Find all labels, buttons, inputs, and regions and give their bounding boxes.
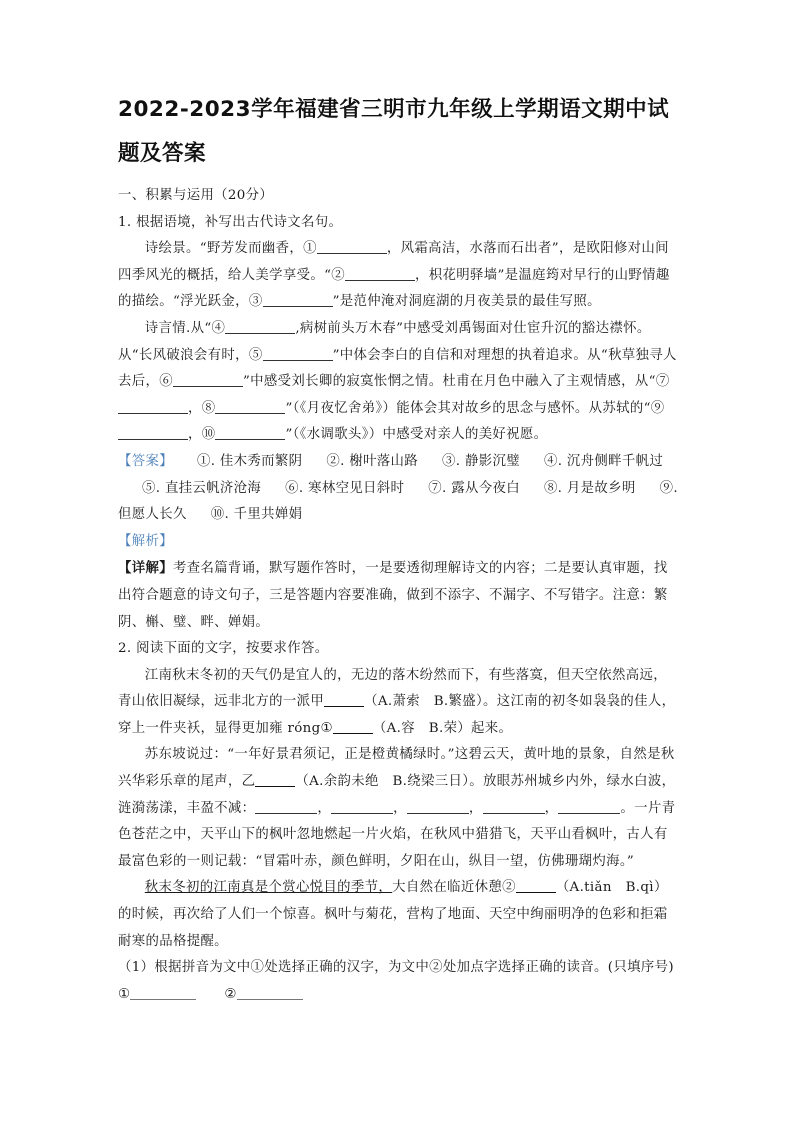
answer-item: ⑨. 但愿人长久 — [118, 480, 678, 523]
question-1-prompt: 1. 根据语境，补写出古代诗文名句。 — [118, 214, 343, 230]
fill-blank-d[interactable] — [483, 799, 545, 814]
sub-answer-blank-1[interactable] — [130, 985, 196, 1000]
answer-blank-7[interactable] — [118, 399, 188, 414]
answer-blank-5[interactable] — [263, 346, 333, 361]
question-2-paragraph-1: 江南秋末冬初的天气仍是宜人的，无边的落木纷然而下，有些落寞，但天空依然高远，青山依旧凝绿，远非北方的一派甲 （A.萧索 B.繁盛）。这江南的初冬如袅袅的佳人，穿上一件夹袄，显得更加雍 róng① （A.容 B.荣）起来。 — [118, 667, 676, 736]
answer-blank-9[interactable] — [118, 425, 188, 440]
answer-blank-6[interactable] — [173, 372, 243, 387]
answer-blank-10[interactable] — [215, 425, 285, 440]
answer-item: ⑤. 直挂云帆济沧海 — [142, 480, 262, 496]
document-page — [118, 88, 678, 1008]
question-2-sub-1-prompt: （1）根据拼音为文中①处选择正确的汉字，为文中②处加点字选择正确的读音。(只填序号) — [118, 960, 674, 976]
answer-item: ⑥. 寒林空见日斜时 — [285, 480, 405, 496]
sub-answer-blank-2[interactable] — [237, 985, 303, 1000]
choice-blank-jia[interactable] — [324, 692, 364, 707]
fill-blank-c[interactable] — [407, 799, 469, 814]
question-1-answers — [118, 449, 678, 529]
question-1-detail: 【详解】考查名篇背诵，默写题作答时，一是要透彻理解诗文的内容；二是要认真审题，找出符合题意的诗文句子，三是答题内容要准确，做到不添字、不漏字、不写错字。注意：繁阴、槲、璧、畔、婵娟。 — [118, 560, 668, 630]
document-title: 2022-2023学年福建省三明市九年级上学期语文期中试题及答案 — [118, 97, 670, 166]
question-1-paragraph-scenery: 诗绘景。“野芳发而幽香，① ，风霜高洁，水落而石出者”，是欧阳修对山间四季风光的概括，给人美学享受。“② ，枳花明驿墙”是温庭筠对早行的山野情趣的描绘。“浮光跃金，③ ”是范仲淹对洞庭湖的月夜美景的最佳写照。 — [118, 241, 670, 310]
question-2-prompt: 2. 阅读下面的文字，按要求作答。 — [118, 641, 329, 657]
section-heading: 一、积累与运用（20分） — [118, 188, 274, 203]
answer-item: ⑦. 露从今夜白 — [428, 480, 520, 496]
answer-item: ③. 静影沉璧 — [442, 453, 520, 469]
answer-blank-3[interactable] — [263, 292, 333, 307]
answer-item: ②. 榭叶落山路 — [326, 453, 419, 469]
question-2-sub-1-answers: ① ② — [118, 982, 678, 1009]
fill-blank-e[interactable] — [558, 799, 620, 814]
choice-blank-pronunciation[interactable] — [516, 878, 556, 893]
answer-item: ①. 佳木秀而繁阴 — [196, 453, 303, 469]
question-2-paragraph-3: 秋末冬初的江南真是个赏心悦目的季节，大自然在临近休憩② （A.tiǎn B.qì）的时候，再次给了人们一个惊喜。枫叶与菊花，营构了地面、天空中绚丽明净的色彩和拒霜耐寒的品格提醒。 — [118, 880, 668, 949]
choice-blank-rong[interactable] — [333, 719, 373, 734]
answer-blank-2[interactable] — [345, 266, 415, 281]
answer-item: ⑧. 月是故乡明 — [543, 480, 636, 496]
question-2-paragraph-2: 苏东坡说过：“一年好景君须记，正是橙黄橘绿时。”这碧云天，黄叶地的景象，自然是秋兴华彩乐章的尾声，乙 （A.余韵未绝 B.绕梁三日）。放眼苏州城乡内外，绿水白波，涟漪荡漾，丰盈不减： ， ， ， ， 。一片青色苍茫之中，天平山下的枫叶忽地燃起一片火焰，在秋风中猎猎飞，天平山看枫叶，古人有最富色彩的一则记载：“冒霜叶赤，颜色鲜明，夕阳在山，纵目一望，仿佛珊瑚灼海。” — [118, 747, 676, 869]
answer-item: ⑩. 千里共婵娟 — [210, 507, 303, 523]
answer-item: ④. 沉舟侧畔千帆过 — [543, 453, 664, 469]
analysis-label: 【解析】 — [118, 533, 173, 549]
underlined-sentence: 秋末冬初的江南真是个赏心悦目的季节， — [144, 880, 393, 896]
answer-blank-1[interactable] — [317, 239, 387, 254]
choice-blank-yi[interactable] — [255, 772, 295, 787]
fill-blank-b[interactable] — [331, 799, 393, 814]
fill-blank-a[interactable] — [255, 799, 317, 814]
answer-blank-8[interactable] — [215, 399, 285, 414]
answer-label: 【答案】 — [118, 453, 173, 469]
detail-label: 【详解】 — [118, 560, 173, 577]
question-1-paragraph-emotion: 诗言情.从“④ ,病树前头万木春”中感受刘禹锡面对仕宦升沉的豁达襟怀。从“长风破浪会有时，⑤ ”中体会李白的自信和对理想的执着追求。从“秋草独寻人去后，⑥ ”中感受刘长卿的寂寞怅惘之情。杜甫在月色中融入了主观情感，从“⑦，⑧ ”（《月夜忆舍弟》）能体会其对故乡的思念与感怀。从苏轼的“⑨，⑩ ”（《水调歌头》）中感受对亲人的美好祝愿。 — [118, 320, 677, 443]
answer-blank-4[interactable] — [225, 319, 295, 334]
